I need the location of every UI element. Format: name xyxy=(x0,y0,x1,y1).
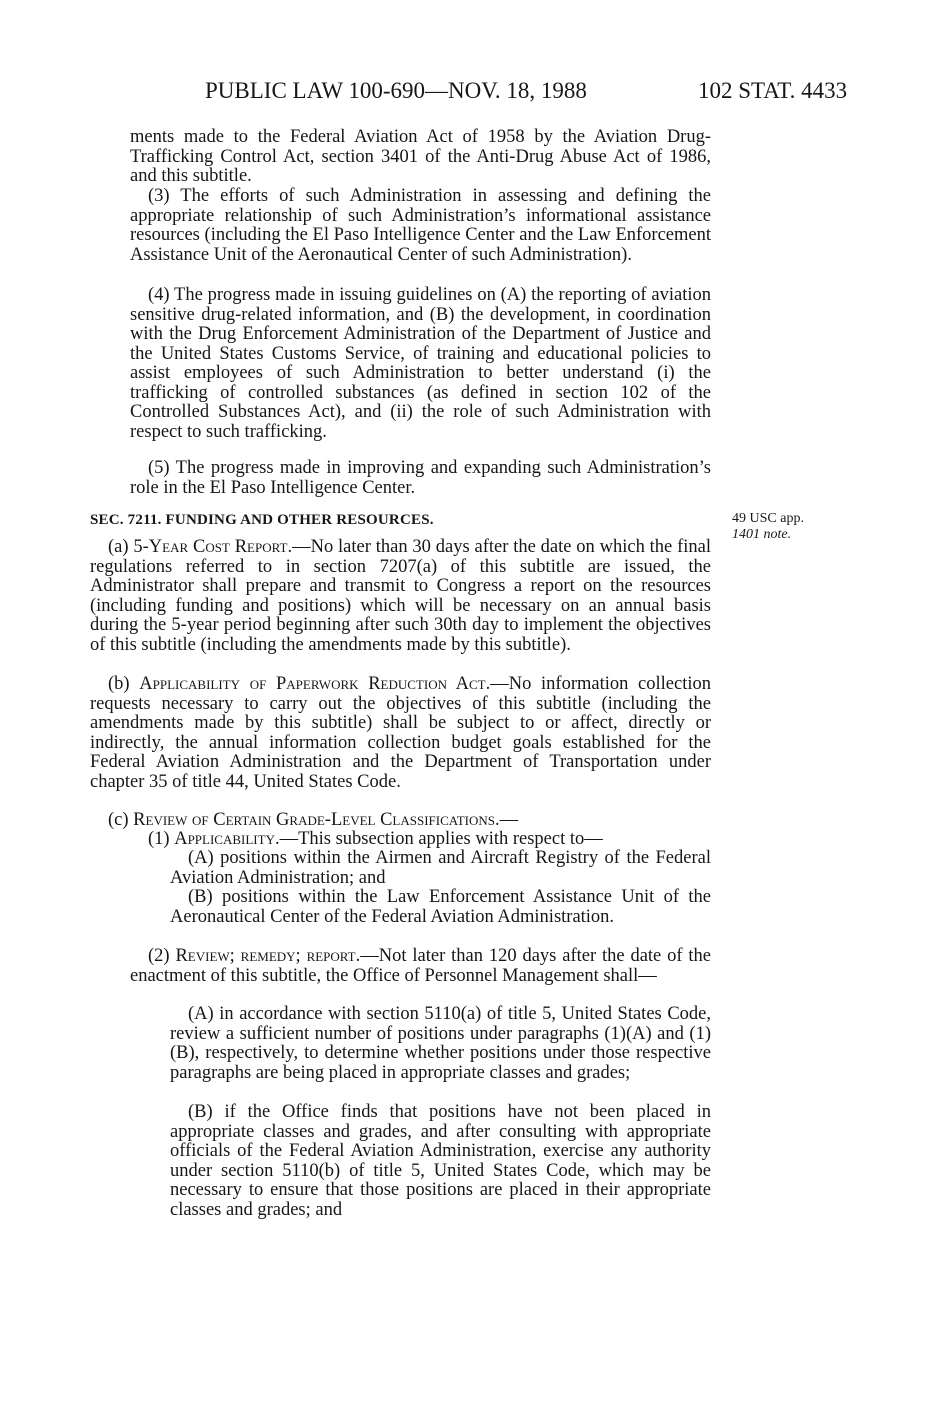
subsection-c-dash: — xyxy=(499,810,519,830)
paragraph-c1-num: (1) xyxy=(148,829,175,849)
clause-c2-B-text: (B) if the Office finds that positions have not been placed in appropriate classes and grades, and after consulting with appropriate officials of the Federal Aviation Administration, exercise any authority under section 5110(b) of title 5, United States Code, which may be necessary to ensure that those positions are placed in their appropriate classes and grades; and xyxy=(170,1102,711,1220)
block-item-3 xyxy=(130,187,711,265)
paragraph-c1-heading: Applicability. xyxy=(174,829,280,849)
page-header-title: PUBLIC LAW 100-690—NOV. 18, 1988 xyxy=(205,78,587,103)
clause-c1-B xyxy=(170,888,711,927)
subsection-b-heading: Applicability of Paperwork Reduction Act. xyxy=(139,674,491,694)
clause-c2-A-text: (A) in accordance with section 5110(a) of title 5, United States Code, review a sufficient number of positions under paragraphs (1)(A) and (1)(B), respectively, to determine whether positions under those respective paragraphs are being placed in appropriate classes and grades; xyxy=(170,1004,711,1083)
clause-c2-B xyxy=(170,1103,711,1220)
subsection-a xyxy=(90,538,711,655)
block-continuation xyxy=(130,128,711,187)
margin-note-line-1: 49 USC app. xyxy=(732,511,804,526)
subsection-a-heading: 5-Year Cost Report. xyxy=(133,537,293,557)
clause-c2-A xyxy=(170,1005,711,1083)
subsection-c xyxy=(90,811,711,831)
subsection-b-num: (b) xyxy=(108,674,140,694)
paragraph-c1 xyxy=(130,830,711,850)
paragraph-c2-text: —Not later than 120 days after the date of the enactment of this subtitle, the Office of Personnel Management shall— xyxy=(130,946,712,986)
subsection-b xyxy=(90,675,711,792)
paragraph-item-5: (5) The progress made in improving and expanding such Administration’s role in the El Paso Intelligence Center. xyxy=(130,458,711,498)
subsection-c-num: (c) xyxy=(108,810,134,830)
clause-c1-A xyxy=(170,849,711,888)
subsection-b-text: —No information collection requests necessary to carry out the objectives of this subtitle (including the amendments made by this subtitle) shall be subject to or affect, directly or indirectly, the annual information collection budget goals established for the Federal Aviation Administration and the Department of Transportation under chapter 35 of title 44, United States Code. xyxy=(90,674,711,792)
section-heading: SEC. 7211. FUNDING AND OTHER RESOURCES. xyxy=(90,512,434,528)
clause-c1-B-text: (B) positions within the Law Enforcement Assistance Unit of the Aeronautical Center of the Federal Aviation Administration. xyxy=(170,887,711,927)
block-item-5 xyxy=(130,459,711,498)
page-header-stat: 102 STAT. 4433 xyxy=(698,78,848,103)
paragraph-item-4: (4) The progress made in issuing guidelines on (A) the reporting of aviation sensitive drug-related information, and (B) the development, in coordination with the Drug Enforcement Administration of the Department of Justice and the United States Customs Service, of training and educational policies to assist employees of such Administration to better understand (i) the trafficking of controlled substances (as defined in section 102 of the Controlled Substances Act), and (ii) the role of such Administration with respect to such trafficking. xyxy=(130,285,711,442)
paragraph-c2-num: (2) xyxy=(148,946,176,966)
subsection-c-heading: Review of Certain Grade-Level Classifications. xyxy=(133,810,500,830)
paragraph-c2-heading: Review; remedy; report. xyxy=(175,946,361,966)
paragraph-c2 xyxy=(130,947,711,986)
clause-c1-A-text: (A) positions within the Airmen and Aircraft Registry of the Federal Aviation Administration; and xyxy=(170,848,711,888)
margin-note-line-2: 1401 note. xyxy=(732,527,792,542)
margin-note xyxy=(732,511,842,543)
paragraph-c1-text: —This subsection applies with respect to— xyxy=(279,829,603,849)
subsection-a-num: (a) xyxy=(108,537,134,557)
subsection-a-text: —No later than 30 days after the date on which the final regulations referred to in section 7207(a) of this subtitle are issued, the Administrator shall prepare and transmit to Congress a report on the resources (including funding and positions) which will be necessary on an annual basis during the 5-year period beginning after such 30th day to implement the objectives of this subtitle (including the amendments made by this subtitle). xyxy=(90,537,711,655)
paragraph-item-3: (3) The efforts of such Administration in assessing and defining the appropriate relationship of such Administration’s informational assistance resources (including the El Paso Intelligence Center and the Law Enforcement Assistance Unit of the Aeronautical Center of such Administration). xyxy=(130,186,711,265)
block-item-4 xyxy=(130,286,711,442)
paragraph-continuation: ments made to the Federal Aviation Act of 1958 by the Aviation Drug-Trafficking Control Act, section 3401 of the Anti-Drug Abuse Act of 1986, and this subtitle. xyxy=(130,127,711,186)
